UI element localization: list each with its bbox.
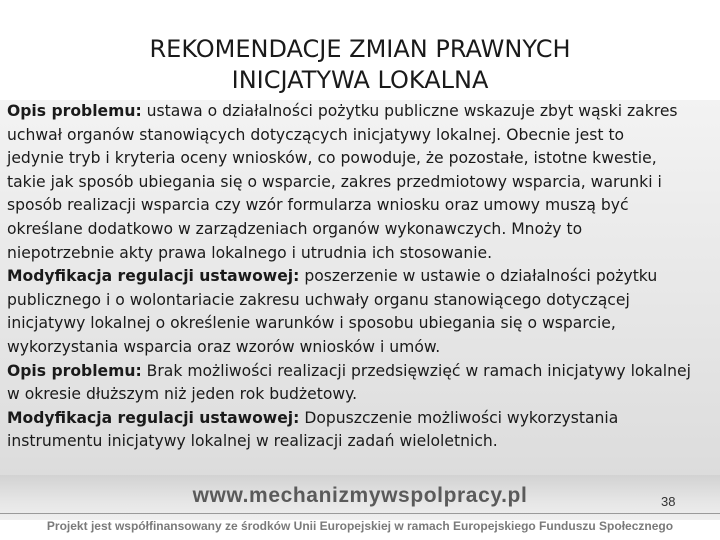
paragraph-text: ustawa o działalności pożytku publiczne wskazuje zbyt wąski zakres (141, 102, 678, 120)
paragraph-text: Brak możliwości realizacji przedsięwzięć w ramach inicjatywy lokalnej (141, 361, 691, 380)
footer-divider (0, 513, 720, 514)
paragraph-label: Opis problemu: (7, 361, 142, 380)
paragraph-label: Modyfikacja regulacji ustawowej: (7, 408, 300, 427)
paragraph-text: Dopuszczenie możliwości wykorzystania (299, 408, 619, 427)
slide-title-line-2: INICJATYWA LOKALNA (231, 66, 489, 94)
paragraph-line: takie jak sposób ubiegania się o wsparcie, zakres przedmiotowy wsparcia, warunki i (7, 172, 662, 191)
paragraph-label: Modyfikacja regulacji ustawowej: (7, 267, 300, 286)
paragraph-text: poszerzenie w ustawie o działalności pożytku (299, 267, 658, 286)
paragraph-line: w okresie dłuższym niż jeden rok budżetowy. (7, 385, 358, 404)
paragraph-modification-2 (0, 407, 720, 454)
paragraph-line: określane dodatkowo w zarządzeniach organów wykonawczych. Mnoży to (7, 219, 583, 238)
paragraph-line (7, 360, 720, 384)
website-link[interactable]: www.mechanizmywspolpracy.pl (192, 484, 528, 507)
paragraph-line: jedynie tryb i kryteria oceny wniosków, co powoduje, że pozostałe, istotne kwestie, (7, 149, 657, 168)
paragraph-line (7, 407, 720, 431)
content-body (0, 100, 720, 480)
slide-title-line-1: REKOMENDACJE ZMIAN PRAWNYCH (149, 35, 571, 63)
page-number: 38 (661, 494, 676, 509)
slide-title (0, 34, 720, 96)
paragraph-line: inicjatywy lokalnej o określenie warunków i sposobu ubiegania się o wsparcie, (7, 314, 616, 333)
paragraph-line: uchwał organów stanowiących dotyczących inicjatywy lokalnej. Obecnie jest to (7, 125, 625, 144)
paragraph-problem-1 (0, 100, 720, 265)
paragraph-modification-1 (0, 265, 720, 359)
paragraph-line: sposób realizacji wsparcia czy wzór formularza wniosku oraz umowy muszą być (7, 196, 629, 215)
paragraph-line: niepotrzebnie akty prawa lokalnego i utrudnia ich stosowanie. (7, 243, 493, 262)
paragraph-line: wykorzystania wsparcia oraz wzorów wniosków i umów. (7, 337, 441, 356)
funding-notice: Projekt jest współfinansowany ze środków Unii Europejskiej w ramach Europejskiego Funduszu Społecznego (46, 519, 674, 533)
paragraph-line (7, 100, 720, 124)
paragraph-line (7, 265, 720, 289)
paragraph-problem-2 (0, 360, 720, 407)
paragraph-line: instrumentu inicjatywy lokalnej w realizacji zadań wieloletnich. (7, 432, 498, 451)
paragraph-line: publicznego i o wolontariacie zakresu uchwały organu stanowiącego dotyczącej (7, 290, 630, 309)
paragraph-label: Opis problemu: (7, 102, 142, 120)
